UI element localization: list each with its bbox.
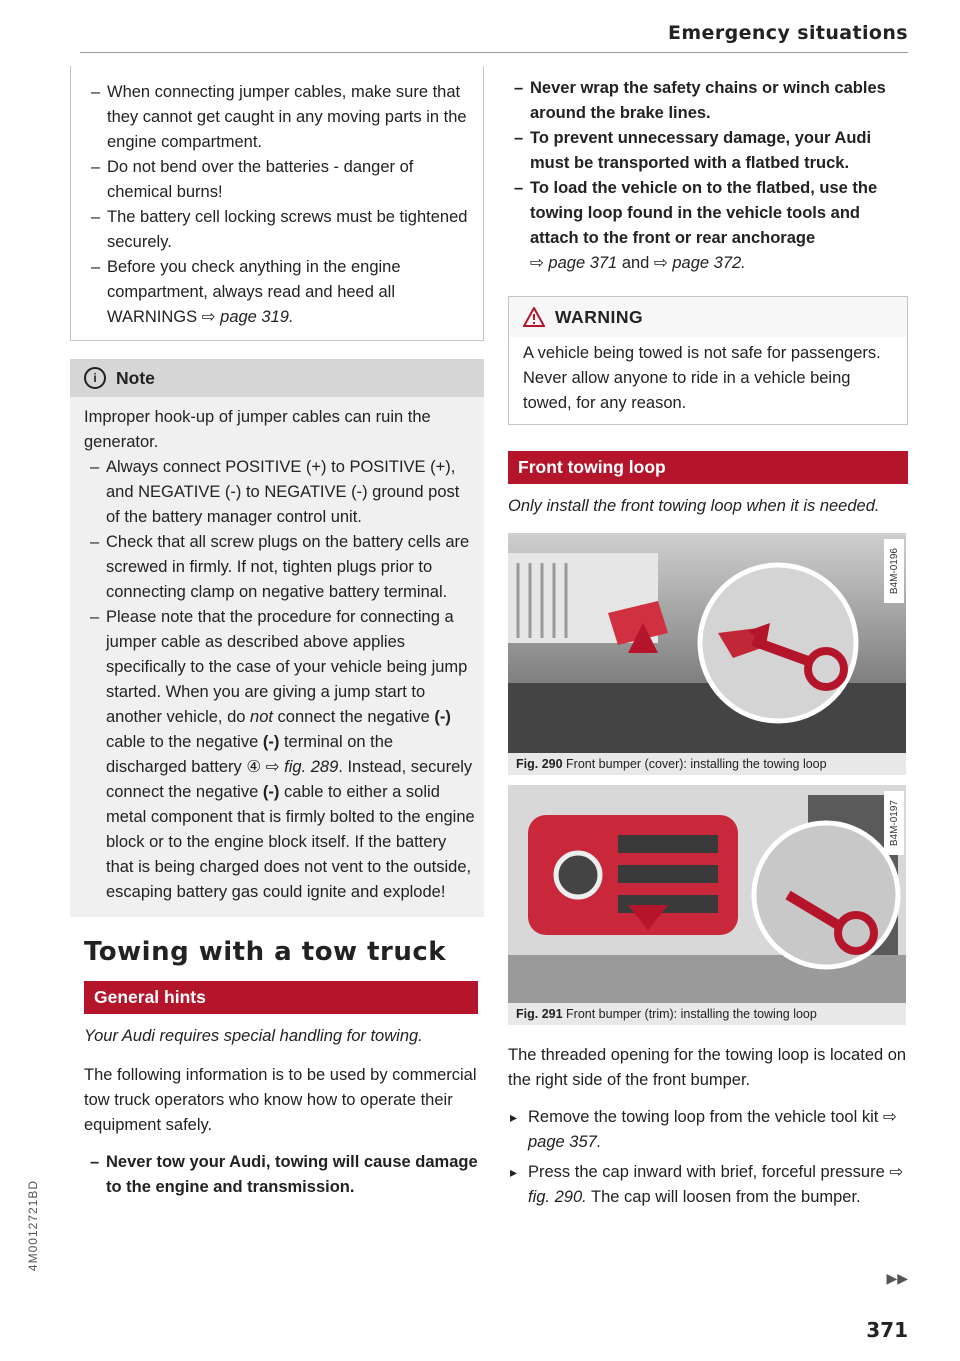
note-body <box>70 397 484 917</box>
warning-title: WARNING <box>555 306 644 327</box>
list-item: – To load the vehicle on to the flatbed, use the towing loop found in the vehicle tools and attach to the front or rear anchorage <box>508 176 908 251</box>
fig-ref-link[interactable]: ⇨ fig. 289 <box>265 758 339 776</box>
page-number: 371 <box>866 1318 908 1342</box>
fig-ref-link[interactable]: ⇨ fig. 290. <box>528 1163 904 1206</box>
warning-header <box>508 296 908 337</box>
note-header <box>70 359 484 397</box>
page-header: Emergency situations <box>667 22 908 44</box>
front-towing-loop-header: Front towing loop <box>508 451 908 484</box>
threaded-opening-text: The threaded opening for the towing loop is located on the right side of the front bumper. <box>508 1046 907 1089</box>
figure-290 <box>508 533 906 753</box>
list-item: – Please note that the procedure for connecting a jumper cable as described above applies specifically to the case of your vehicle being jump started. When you are giving a jump start to another vehicle, do not connect the negative (-) cable to the negative (-) terminal on the discharged battery ④ ⇨ fig. 289. Instead, securely connect the negative (-) cable to either a solid metal component that is firmly bolted to the engine block or to the engine block itself. If the battery that is being charged does not vent to the outside, escaping battery gas could ignite and explode! <box>84 605 476 905</box>
page-ref-link[interactable]: ⇨ page 319. <box>201 308 294 326</box>
list-item: – Before you check anything in the engine compartment, always read and heed all WARNINGS ⇨ page 319. <box>85 255 475 330</box>
list-item: – The battery cell locking screws must be tightened securely. <box>85 205 475 255</box>
warning-triangle-icon <box>523 307 545 327</box>
list-item: – Never wrap the safety chains or winch cables around the brake lines. <box>508 76 908 126</box>
warning-body <box>508 337 908 425</box>
note-title: Note <box>116 367 155 388</box>
figure-291-caption: Fig. 291 Front bumper (trim): installing the towing loop <box>508 1003 906 1025</box>
right-column <box>508 76 908 1215</box>
list-item: – To prevent unnecessary damage, your Audi must be transported with a flatbed truck. <box>508 126 908 176</box>
list-item: ▸ Remove the towing loop from the vehicle tool kit ⇨ page 357. <box>508 1105 908 1155</box>
page-ref-link[interactable]: ⇨ page 372. <box>653 254 746 272</box>
figure-291 <box>508 785 906 1003</box>
document-code: 4M0012721BD <box>26 1180 40 1272</box>
header-rule <box>80 52 908 53</box>
page-ref-link[interactable]: ⇨ page 371 <box>530 254 618 272</box>
list-item: ▸ Press the cap inward with brief, forceful pressure ⇨ fig. 290. The cap will loosen from the bumper. <box>508 1160 908 1210</box>
jumper-warning-box <box>70 66 484 341</box>
section-title: Towing with a tow truck <box>84 937 447 967</box>
front-towing-loop-intro: Only install the front towing loop when it is needed. <box>508 497 880 515</box>
anchorage-refs: ⇨ page 371 and ⇨ page 372. <box>530 254 746 272</box>
general-hints-intro: Your Audi requires special handling for towing. <box>84 1027 423 1045</box>
list-item: – When connecting jumper cables, make sure that they cannot get caught in any moving parts in the engine compartment. <box>85 80 475 155</box>
general-hints-para: The following information is to be used by commercial tow truck operators who know how to operate their equipment safely. <box>84 1066 477 1134</box>
list-item: – Never tow your Audi, towing will cause damage to the engine and transmission. <box>84 1150 478 1200</box>
info-icon: i <box>84 367 106 389</box>
bumper-cover-illustration <box>508 533 906 753</box>
note-intro: Improper hook-up of jumper cables can ruin the generator. <box>84 408 431 451</box>
left-column <box>84 66 478 1200</box>
warning-text: A vehicle being towed is not safe for passengers. Never allow anyone to ride in a vehicle being towed, for any reason. <box>523 344 881 412</box>
bumper-trim-illustration <box>508 785 906 1003</box>
figure-code: B4M-0196 <box>884 539 904 603</box>
figure-code: B4M-0197 <box>884 791 904 855</box>
list-item: – Always connect POSITIVE (+) to POSITIVE (+), and NEGATIVE (-) to NEGATIVE (-) ground post of the battery manager control unit. <box>84 455 476 530</box>
callout-number: ④ <box>246 758 262 776</box>
figure-290-caption: Fig. 290 Front bumper (cover): installing the towing loop <box>508 753 906 775</box>
general-hints-header: General hints <box>84 981 478 1014</box>
page-ref-link[interactable]: ⇨ page 357. <box>528 1108 897 1151</box>
list-item: – Do not bend over the batteries - danger of chemical burns! <box>85 155 475 205</box>
list-item: – Check that all screw plugs on the battery cells are screwed in firmly. If not, tighten plugs prior to connecting clamp on negative battery terminal. <box>84 530 476 605</box>
next-page-arrow-icon: ▶▶ <box>886 1270 908 1286</box>
